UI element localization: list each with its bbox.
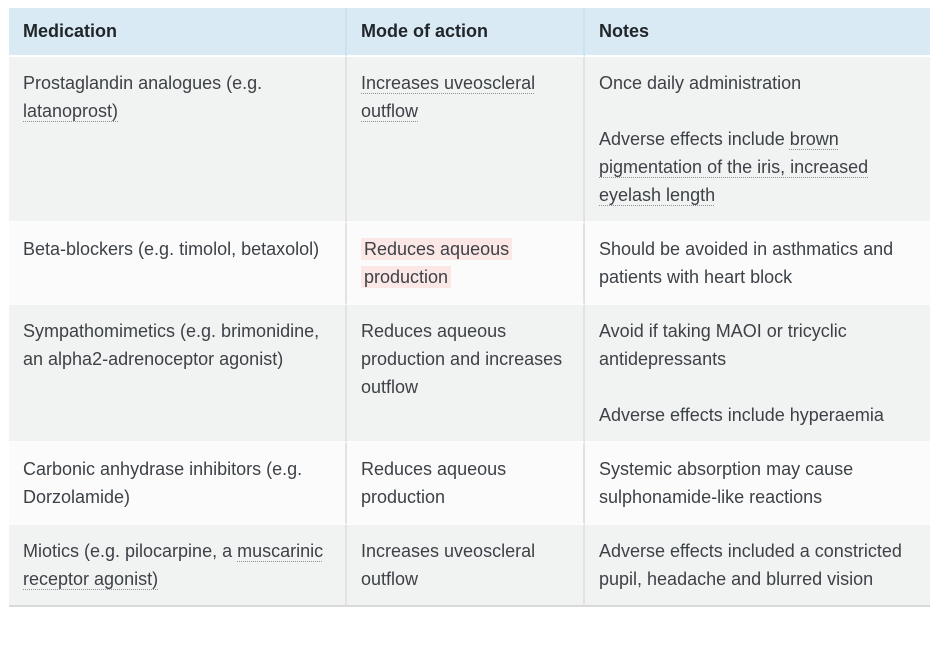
notes-cell	[585, 223, 930, 305]
column-header-mode-of-action: Mode of action	[347, 8, 585, 57]
paragraph	[599, 401, 916, 429]
table-row	[9, 57, 930, 223]
paragraph	[599, 235, 916, 291]
paragraph	[361, 317, 569, 401]
mode-of-action-cell	[347, 525, 585, 607]
dotted-underline-text: brown pigmentation of the iris, increased eyelash length	[599, 129, 869, 205]
dotted-underline-text: Increases uveoscleral outflow	[361, 73, 536, 121]
paragraph	[599, 537, 916, 593]
medication-cell	[9, 223, 347, 305]
column-header-notes: Notes	[585, 8, 930, 57]
notes-cell	[585, 57, 930, 223]
highlighted-text: Reduces aqueous production	[361, 238, 512, 288]
table-row	[9, 525, 930, 607]
paragraph	[23, 317, 331, 373]
header-row	[9, 8, 930, 57]
paragraph	[599, 125, 916, 209]
table-row	[9, 305, 930, 443]
paragraph	[23, 455, 331, 511]
medication-cell	[9, 57, 347, 223]
mode-of-action-cell	[347, 305, 585, 443]
paragraph	[361, 69, 569, 125]
text-run: Systemic absorption may cause sulphonamide-like reactions	[599, 459, 854, 507]
paragraph	[361, 235, 569, 291]
medication-cell	[9, 443, 347, 525]
medication-cell	[9, 305, 347, 443]
paragraph	[23, 235, 331, 263]
text-run: Increases uveoscleral outflow	[361, 541, 536, 589]
medication-cell	[9, 525, 347, 607]
paragraph	[599, 69, 916, 97]
paragraph	[23, 69, 331, 125]
text-run: Carbonic anhydrase inhibitors (e.g. Dorzolamide)	[23, 459, 303, 507]
paragraph	[599, 317, 916, 373]
text-run: Adverse effects include hyperaemia	[599, 405, 884, 425]
paragraph	[361, 537, 569, 593]
notes-cell	[585, 443, 930, 525]
table-row	[9, 223, 930, 305]
table-row	[9, 443, 930, 525]
paragraph	[599, 455, 916, 511]
column-header-medication: Medication	[9, 8, 347, 57]
text-run: Avoid if taking MAOI or tricyclic antidepressants	[599, 321, 847, 369]
paragraph	[23, 537, 331, 593]
text-run: Once daily administration	[599, 73, 802, 93]
dotted-underline-text: latanoprost)	[23, 101, 119, 121]
medication-table	[9, 8, 930, 607]
notes-cell	[585, 305, 930, 443]
paragraph	[361, 455, 569, 511]
text-run: Adverse effects included a constricted pupil, headache and blurred vision	[599, 541, 902, 589]
text-run: Reduces aqueous production	[361, 459, 507, 507]
text-run: Prostaglandin analogues (e.g.	[23, 73, 263, 93]
text-run: Reduces aqueous production and increases outflow	[361, 321, 563, 397]
mode-of-action-cell	[347, 223, 585, 305]
text-run: Sympathomimetics (e.g. brimonidine, an alpha2-adrenoceptor agonist)	[23, 321, 320, 369]
text-run: Adverse effects include	[599, 129, 790, 149]
mode-of-action-cell	[347, 57, 585, 223]
dotted-underline-text: muscarinic receptor agonist)	[23, 541, 324, 589]
text-run: Miotics (e.g. pilocarpine, a	[23, 541, 238, 561]
notes-cell	[585, 525, 930, 607]
mode-of-action-cell	[347, 443, 585, 525]
text-run: Should be avoided in asthmatics and patients with heart block	[599, 239, 894, 287]
text-run: Beta-blockers (e.g. timolol, betaxolol)	[23, 239, 320, 259]
